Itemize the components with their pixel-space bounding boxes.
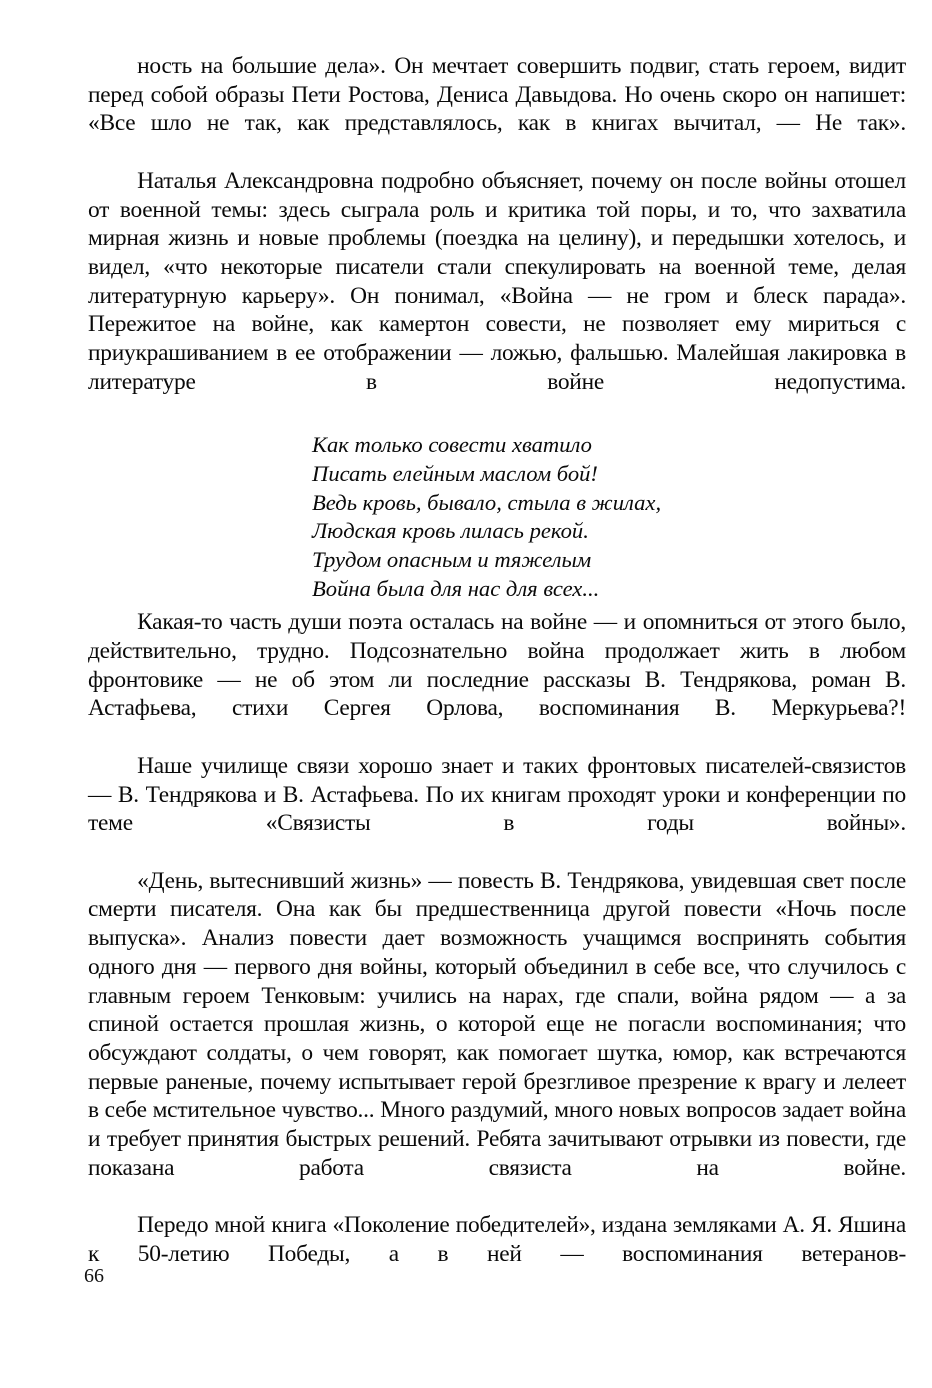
paragraph-2: Наталья Александровна подробно объясняет, почему он после войны отошел от военной темы: здесь сыграла роль и критика той поры, и то, что захватила мирная жизнь и новые проблемы (поездка на целину), и передышки хотелось, и видел, «что некоторые писатели стали спекулировать на военной теме, делая литературную карьеру». Он понимал, «Война — не гром и блеск парада». Пережитое на войне, как камертон совести, не позволяет ему мириться с приукрашиванием в ее отображении — ложью, фальшью. Малейшая лакировка в литературе в войне недопустима. xyxy=(88,167,906,395)
paragraph-4: Наше училище связи хорошо знает и таких фронтовых писателей-связистов — В. Тендрякова и В. Астафьева. По их книгам проходят уроки и конференции по теме «Связисты в годы войны». xyxy=(88,752,906,837)
poem-line-4: Людская кровь лилась рекой. xyxy=(312,518,589,544)
poem-block xyxy=(88,425,906,608)
poem-line-3: Ведь кровь, бывало, стыла в жилах, xyxy=(312,489,662,515)
text-column xyxy=(88,52,906,1297)
poem-line-1: Как только совести хватило xyxy=(312,432,592,458)
paragraph-3: Какая-то часть души поэта осталась на войне — и опомниться от этого было, действительно, трудно. Подсознательно война продолжает жить в любом фронтовике — не об этом ли последние рассказы В. Тендрякова, роман В. Астафьева, стихи Сергея Орлова, воспоминания В. Меркурьева?! xyxy=(88,609,906,722)
page-number: 66 xyxy=(84,1265,104,1287)
paragraph-5: «День, вытеснивший жизнь» — повесть В. Тендрякова, увидевшая свет после смерти писателя. Она как бы предшественница другой повести «Ночь после выпуска». Анализ повести дает возможность учащимся воспринять события одного дня — первого дня войны, который объединил в себе все, что случилось с главным героем Тенковым: учились на нарах, где спали, война рядом — а за спиной остается прошлая жизнь, о которой еще не погасли воспоминания; что обсуждают солдаты, о чем говорят, как помогает шутка, юмор, как встречаются первые раненые, почему испытывает герой брезгливое презрение к врагу и лелеет в себе мстительное чувство... Много раздумий, много новых вопросов задает война и требует принятия быстрых решений. Ребята зачитывают отрывки из повести, где показана работа связиста на войне. xyxy=(88,867,906,1181)
poem-line-2: Писать елейным маслом бой! xyxy=(312,460,598,486)
poem-line-5: Трудом опасным и тяжелым xyxy=(312,546,592,572)
poem-line-6: Война была для нас для всех... xyxy=(312,575,600,601)
paragraph-1: ность на большие дела». Он мечтает совершить подвиг, стать героем, видит перед собой образы Пети Ростова, Дениса Давыдова. Но очень скоро он напишет: «Все шло не так, как представлялось, как в книгах вычитал, — Не так». xyxy=(88,53,906,137)
paragraph-6: Передо мной книга «Поколение победителей», издана земляками А. Я. Яшина к 50-летию Победы, а в ней — воспоминания ветеранов- xyxy=(88,1212,906,1267)
